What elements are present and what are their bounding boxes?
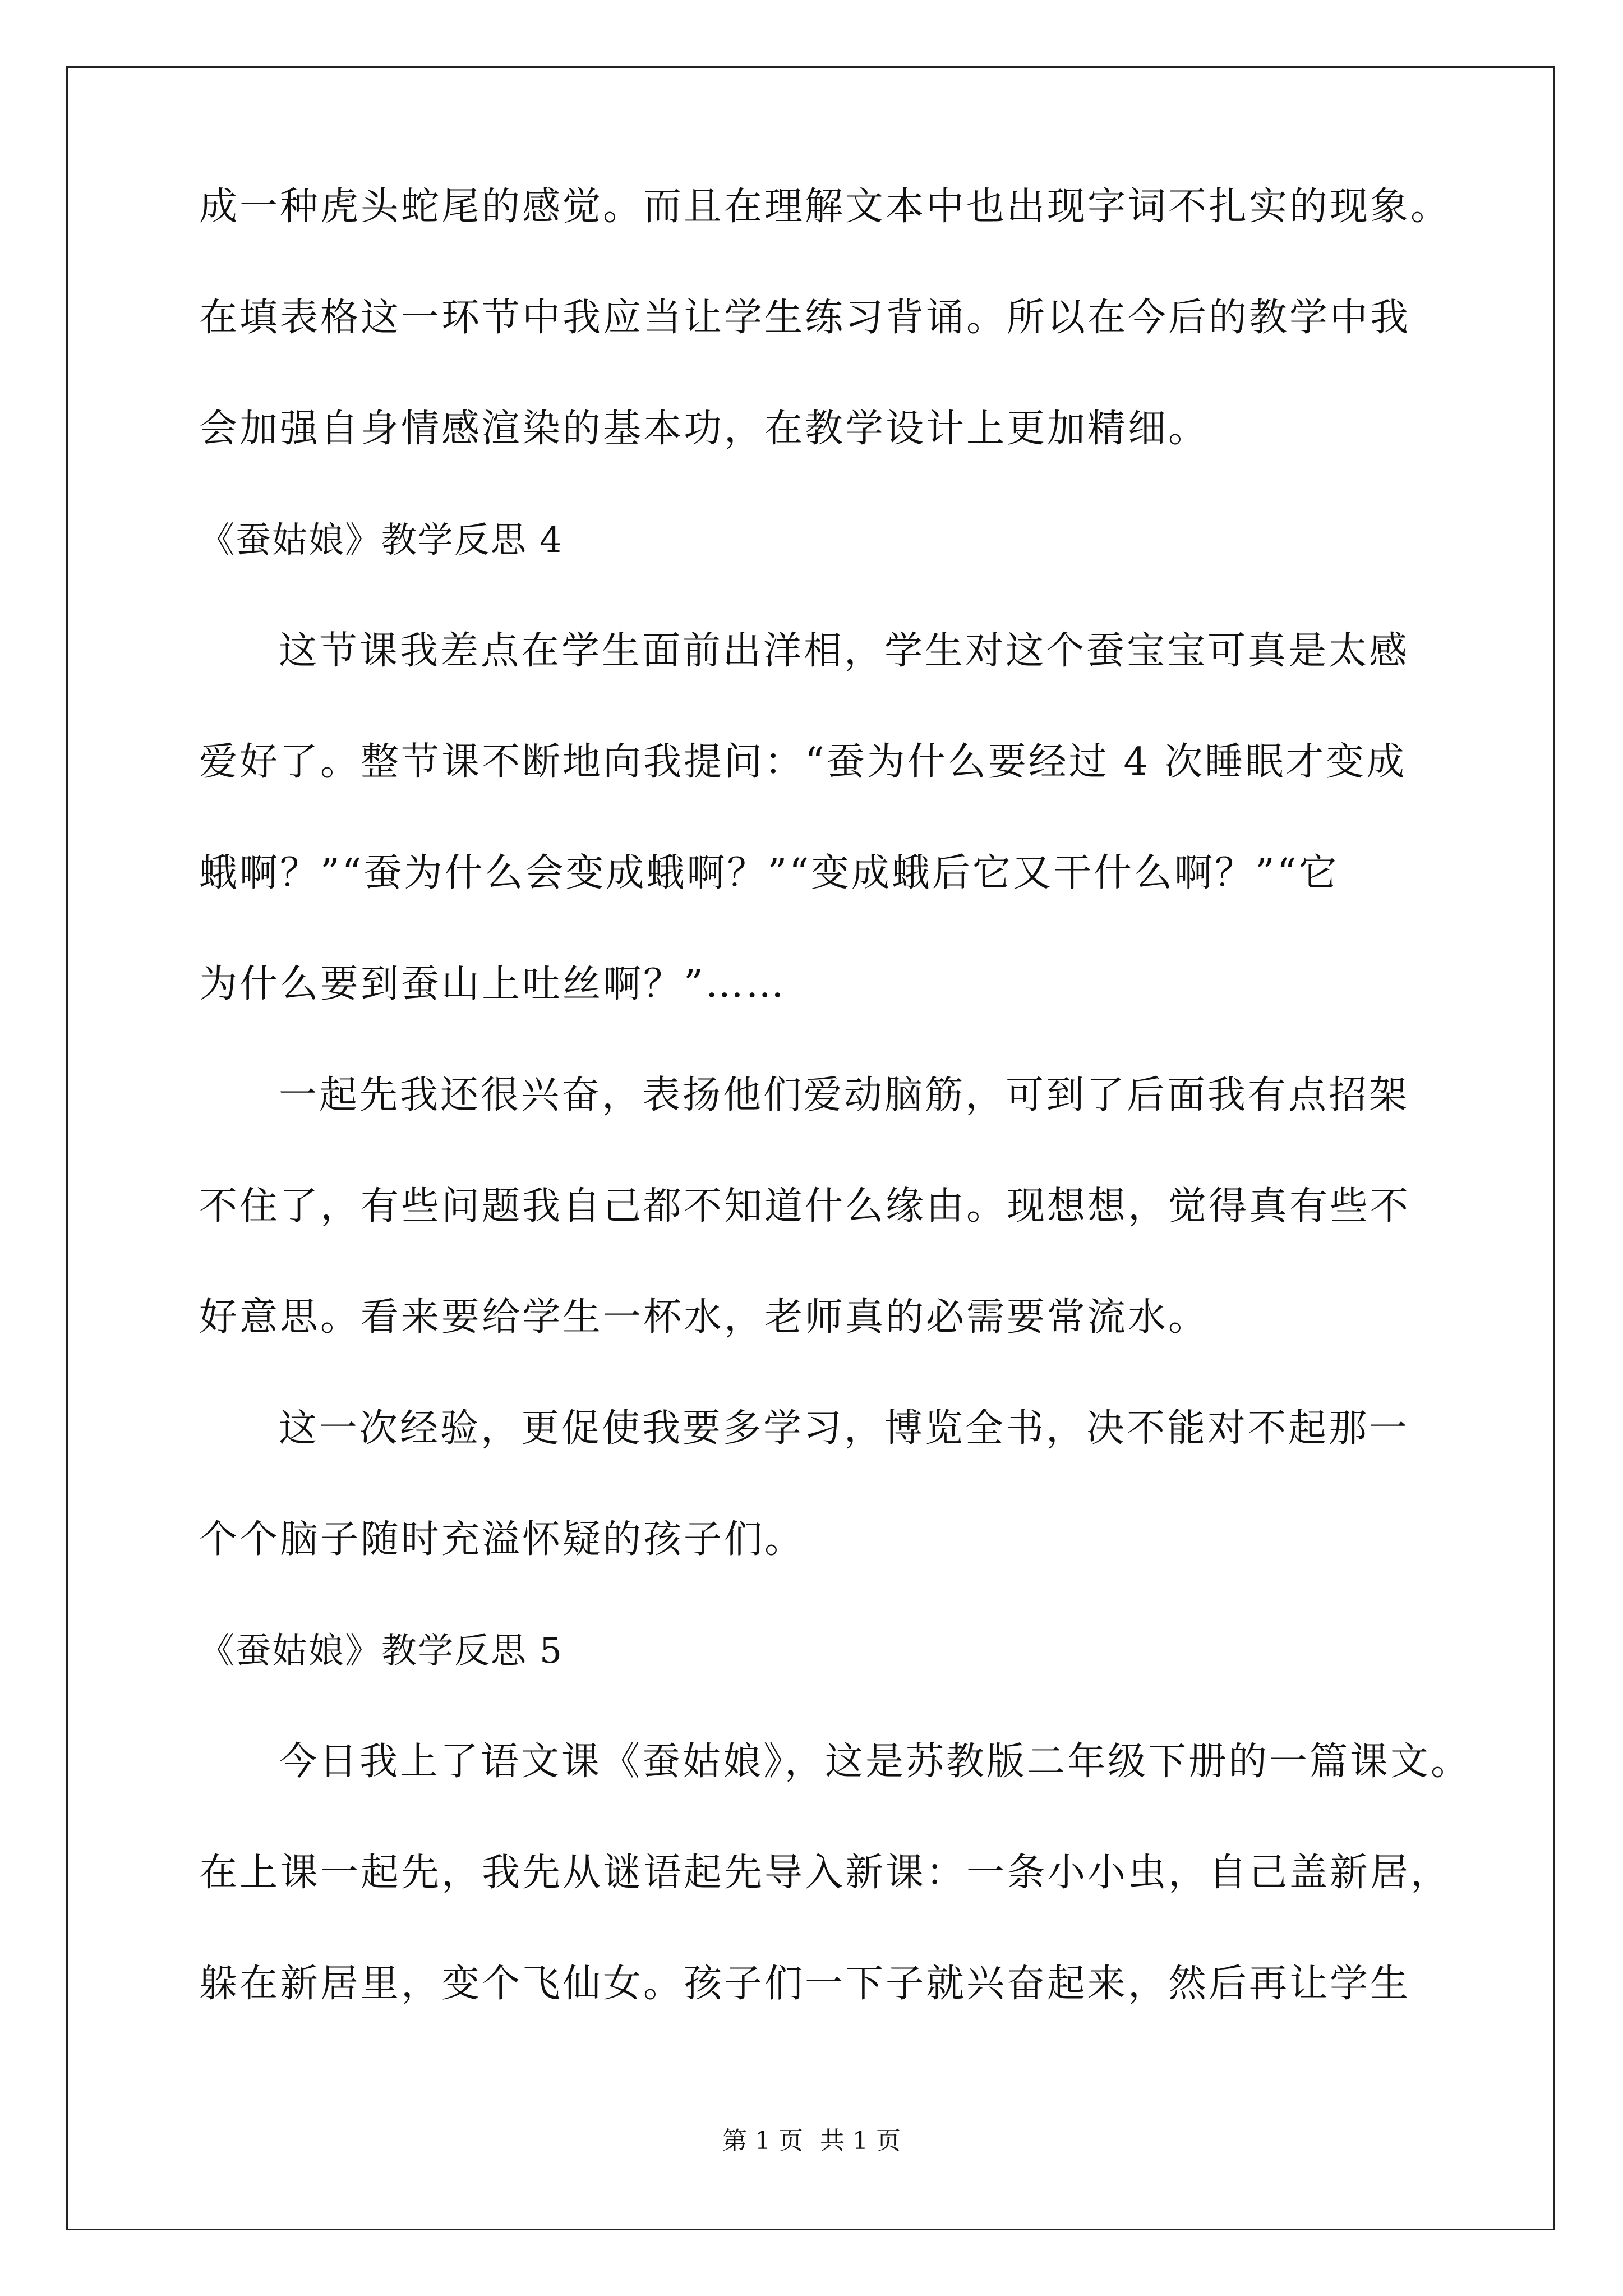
paragraph-line: 好意思。看来要给学生一杯水，老师真的必需要常流水。 [199,1295,1209,1340]
section-heading-5: 《蚕姑娘》教学反思 5 [199,1630,564,1671]
page-total: 共 1 页 [820,2127,901,2155]
paragraph-line: 今日我上了语文课《蚕姑娘》，这是苏教版二年级下册的一篇课文。 [279,1740,1472,1784]
paragraph-line: 蛾啊？”“蚕为什么会变成蛾啊？”“变成蛾后它又干什么啊？”“它 [199,851,1339,895]
page-number: 第 1 页 [722,2127,803,2155]
paragraph-line: 成一种虎头蛇尾的感觉。而且在理解文本中也出现字词不扎实的现象。 [199,185,1451,229]
paragraph-line: 这一次经验，更促使我要多学习，博览全书，决不能对不起那一 [279,1406,1410,1451]
paragraph-line: 个个脑子随时充溢怀疑的孩子们。 [199,1517,805,1562]
page-footer [0,2127,1623,2155]
section-heading-4: 《蚕姑娘》教学反思 4 [199,519,564,560]
paragraph-line: 会加强自身情感渲染的基本功，在教学设计上更加精细。 [199,407,1209,451]
paragraph-line: 为什么要到蚕山上吐丝啊？”…… [199,962,786,1006]
paragraph-line: 在填表格这一环节中我应当让学生练习背诵。所以在今后的教学中我 [199,296,1411,340]
paragraph-line: 爱好了。整节课不断地向我提问：“蚕为什么要经过 4 次睡眠才变成 [199,740,1407,784]
document-body [199,185,1472,2076]
paragraph-line: 躲在新居里，变个飞仙女。孩子们一下子就兴奋起来，然后再让学生 [199,1962,1411,2006]
paragraph-line: 不住了，有些问题我自己都不知道什么缘由。现想想，觉得真有些不 [199,1184,1411,1228]
paragraph-line: 在上课一起先，我先从谜语起先导入新课：一条小小虫，自己盖新居， [199,1851,1451,1895]
paragraph-line: 一起先我还很兴奋，表扬他们爱动脑筋，可到了后面我有点招架 [279,1073,1410,1117]
paragraph-line: 这节课我差点在学生面前出洋相，学生对这个蚕宝宝可真是太感 [279,629,1410,673]
